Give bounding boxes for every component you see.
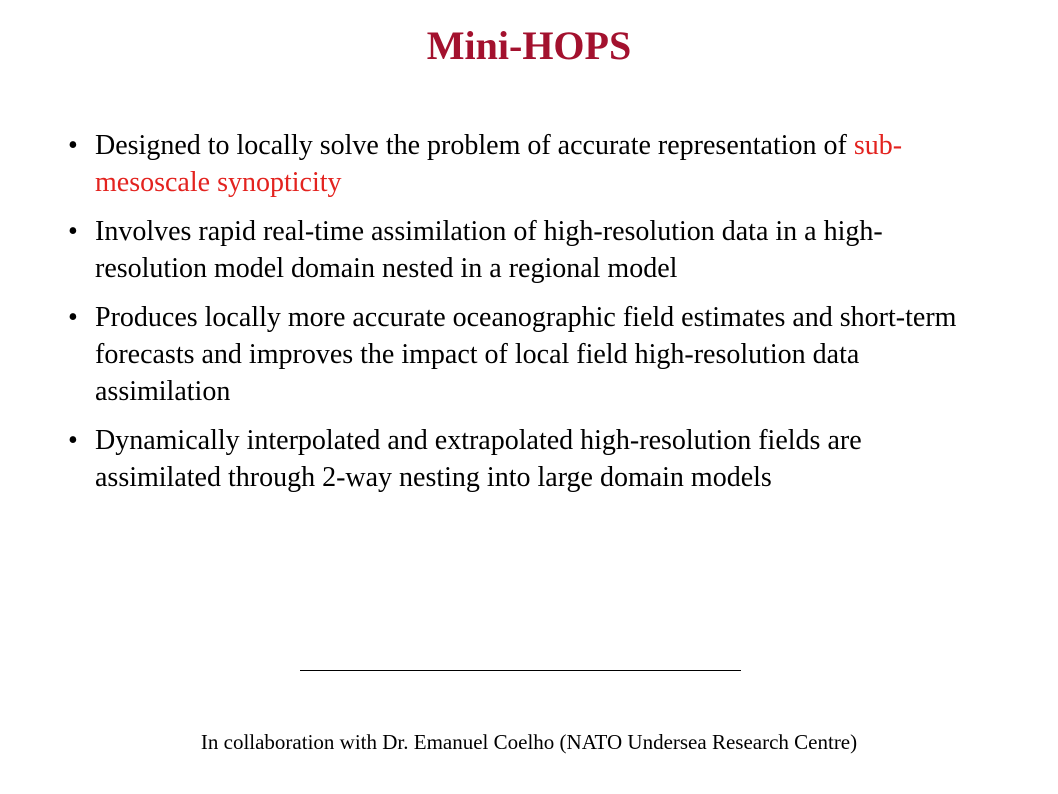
- bullet-marker: •: [68, 425, 78, 456]
- bullet-list: [68, 127, 988, 508]
- bullet-text: Designed to locally solve the problem of accurate representation of: [95, 130, 854, 161]
- bullet-marker: •: [68, 130, 78, 161]
- bullet-text: Dynamically interpolated and extrapolated high-resolution fields are assimilated through 2-way nesting into large domain models: [95, 425, 862, 493]
- bullet-item: [68, 422, 988, 496]
- bullet-text: Involves rapid real-time assimilation of high-resolution data in a high-resolution model domain nested in a regional model: [95, 216, 883, 284]
- footnote: In collaboration with Dr. Emanuel Coelho (NATO Undersea Research Centre): [200, 730, 858, 754]
- bullet-highlight-text: sub-mesoscale synopticity: [95, 130, 903, 198]
- bullet-item: [68, 213, 988, 287]
- bullet-item: [68, 127, 988, 201]
- bullet-item: [68, 299, 988, 410]
- slide-title: Mini-HOPS: [426, 23, 632, 68]
- footnote-divider: [300, 670, 741, 671]
- bullet-marker: •: [68, 216, 78, 247]
- bullet-marker: •: [68, 302, 78, 333]
- bullet-text: Produces locally more accurate oceanographic field estimates and short-term forecasts and improves the impact of local field high-resolution data assimilation: [95, 302, 957, 407]
